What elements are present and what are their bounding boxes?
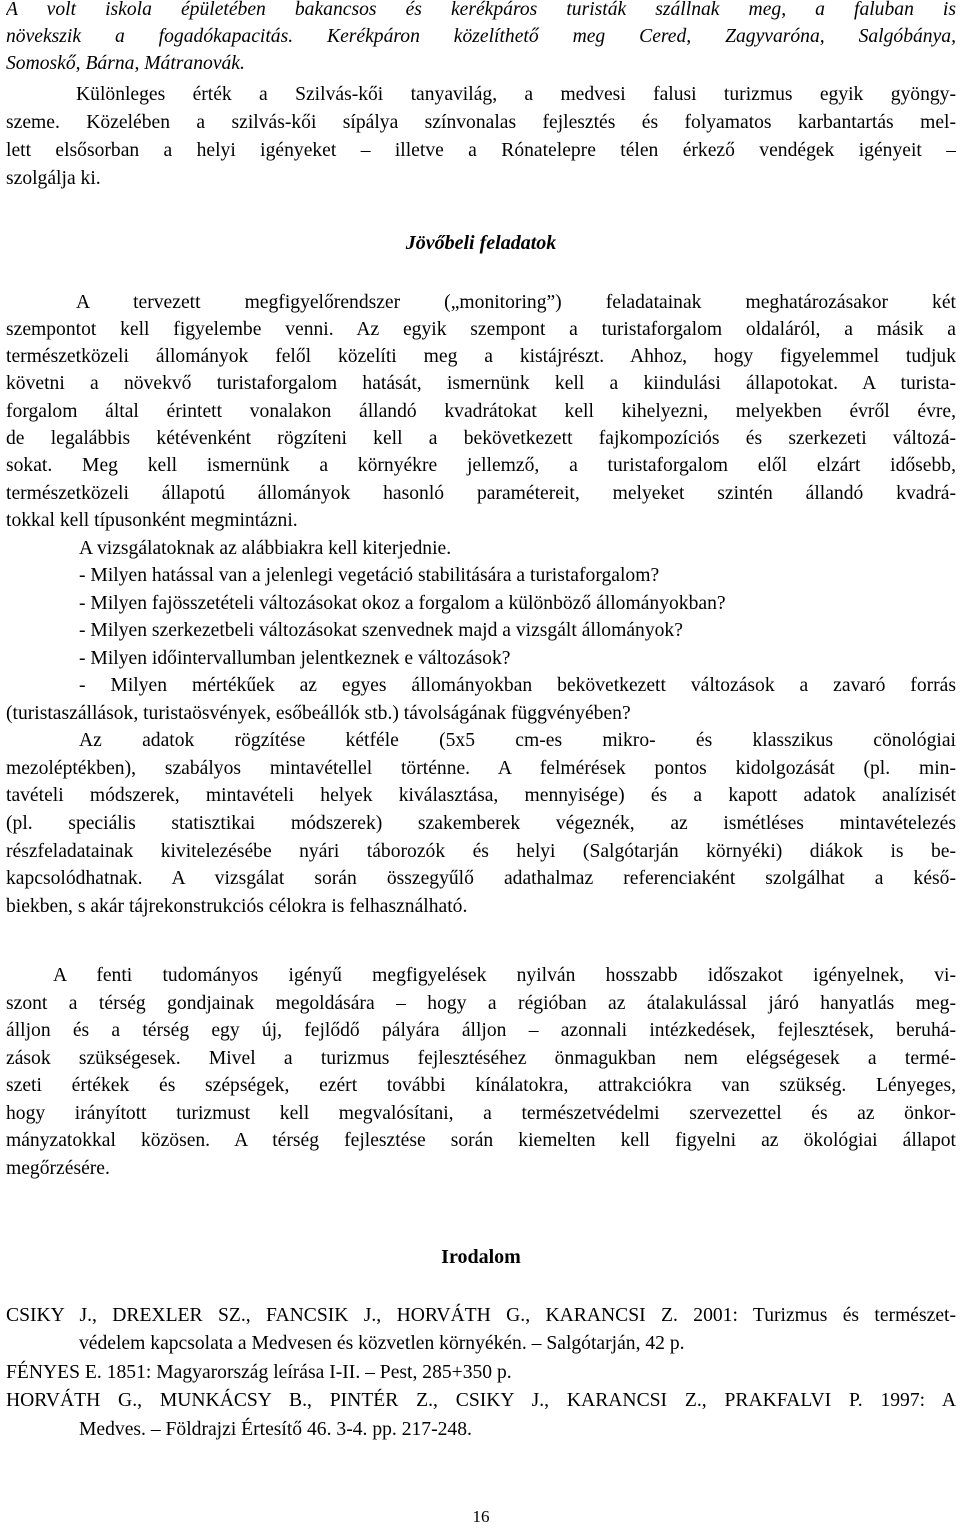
paragraph-line: (pl. speciális statisztikai módszerek) szakemberek végeznék, az ismétléses mintavételezés xyxy=(6,813,956,834)
question-item: - Milyen mértékűek az egyes állományokban bekövetkezett változások a zavaró forrás xyxy=(79,675,956,696)
paragraph-line: kapcsolódhatnak. A vizsgálat során összegyűlő adathalmaz referenciaként szolgálhat a késő- xyxy=(6,868,956,889)
paragraph-line: de legalábbis kétévenként rögzíteni kell a bekövetkezett fajkompozíciós és szerkezeti változá- xyxy=(6,428,956,449)
reference-entry: FÉNYES E. 1851: Magyarország leírása I-II. – Pest, 285+350 p. xyxy=(6,1362,512,1383)
paragraph-line: természetközeli állományok felől közelíti meg a kistájrészt. Ahhoz, hogy figyelemmel tudjuk xyxy=(6,346,956,367)
paragraph-line: sokat. Meg kell ismernünk a környékre jellemző, a turistaforgalom elől elzárt idősebb, xyxy=(6,455,956,476)
paragraph-line: mezoléptékben), szabályos mintavétellel történne. A felmérések pontos kidolgozását (pl. min- xyxy=(6,758,956,779)
paragraph-line: A fenti tudományos igényű megfigyelések nyilván hosszabb időszakot igényelnek, vi- xyxy=(53,965,956,986)
reference-entry-continuation: védelem kapcsolata a Medvesen és közvetlen környékén. – Salgótarján, 42 p. xyxy=(79,1333,685,1354)
paragraph-line: mányzatokkal közösen. A térség fejlesztése során kiemelten kell figyelni az ökológiai állapot xyxy=(6,1130,956,1151)
paragraph-line: forgalom által érintett vonalakon állandó kvadrátokat kell kihelyezni, melyekben évről évre, xyxy=(6,401,956,422)
paragraph-line: részfeladatainak kivitelezésébe nyári táborozók és helyi (Salgótarján környéki) diákok is be- xyxy=(6,841,956,862)
paragraph-line: szempontot kell figyelembe venni. Az egyik szempont a turistaforgalom oldaláról, a másik a xyxy=(6,319,956,340)
reference-entry: CSIKY J., DREXLER SZ., FANCSIK J., HORVÁTH G., KARANCSI Z. 2001: Turizmus és természet- xyxy=(6,1305,956,1326)
reference-entry-continuation: Medves. – Földrajzi Értesítő 46. 3-4. pp. 217-248. xyxy=(79,1419,472,1440)
paragraph-line: természetközeli állapotú állományok hasonló paramétereit, melyeket szintén állandó kvadrá- xyxy=(6,483,956,504)
intro-line: szolgálja ki. xyxy=(6,168,101,189)
intro-line: szeme. Közelében a szilvás-kői sípálya színvonalas fejlesztés és folyamatos karbantartás mel- xyxy=(6,112,956,133)
intro-line: Különleges érték a Szilvás-kői tanyavilág, a medvesi falusi turizmus egyik gyöngy- xyxy=(76,84,956,105)
paragraph-line: álljon és a térség egy új, fejlődő pályára álljon – azonnali intézkedések, fejlesztések, beruhá- xyxy=(6,1020,956,1041)
question-continuation: (turistaszállások, turistaösvények, esőbeállók stb.) távolságának függvényében? xyxy=(6,703,631,724)
intro-line: növekszik a fogadókapacitás. Kerékpáron közelíthető meg Cered, Zagyvaróna, Salgóbánya, xyxy=(6,26,956,47)
intro-line: A volt iskola épületében bakancsos és kerékpáros turisták szállnak meg, a faluban is xyxy=(6,0,956,20)
page-number: 16 xyxy=(472,1507,490,1526)
references-heading: Irodalom xyxy=(441,1246,521,1268)
question-item: - Milyen szerkezetbeli változásokat szenvednek majd a vizsgált állományok? xyxy=(79,620,683,641)
list-intro: A vizsgálatoknak az alábbiakra kell kiterjednie. xyxy=(79,538,452,559)
paragraph-line: zások szükségesek. Mivel a turizmus fejlesztéséhez önmagukban nem elégségesek a termé- xyxy=(6,1048,956,1069)
paragraph-line: hogy irányított turizmust kell megvalósítani, a természetvédelmi szervezettel és az önkor- xyxy=(6,1103,956,1124)
paragraph-line: tokkal kell típusonként megmintázni. xyxy=(6,510,298,531)
paragraph-line: A tervezett megfigyelőrendszer („monitoring”) feladatainak meghatározásakor két xyxy=(76,292,956,313)
paragraph-line: biekben, s akár tájrekonstrukciós célokra is felhasználható. xyxy=(6,896,468,917)
paragraph-line: tavételi módszerek, mintavételi helyek kiválasztása, mennyisége) és a kapott adatok analízisét xyxy=(6,785,956,806)
intro-line: lett elsősorban a helyi igényeket – illetve a Rónatelepre télen érkező vendégek igényeit – xyxy=(6,140,956,161)
question-item: - Milyen hatással van a jelenlegi vegetáció stabilitására a turistaforgalom? xyxy=(79,565,660,586)
reference-entry: HORVÁTH G., MUNKÁCSY B., PINTÉR Z., CSIKY J., KARANCSI Z., PRAKFALVI P. 1997: A xyxy=(6,1390,956,1411)
paragraph-line: megőrzésére. xyxy=(6,1158,110,1179)
question-item: - Milyen időintervallumban jelentkeznek e változások? xyxy=(79,648,511,669)
question-item: - Milyen fajösszetételi változásokat okoz a forgalom a különböző állományokban? xyxy=(79,593,726,614)
paragraph-line: szeti értékek és szépségek, ezért további kínálatokra, attrakciókra van szükség. Lényeges, xyxy=(6,1075,956,1096)
paragraph-line: szont a térség gondjainak megoldására – hogy a régióban az átalakulással járó hanyatlás meg- xyxy=(6,993,956,1014)
intro-line: Somoskő, Bárna, Mátranovák. xyxy=(6,53,245,74)
section-heading: Jövőbeli feladatok xyxy=(405,232,557,254)
paragraph-line: követni a növekvő turistaforgalom hatását, ismernünk kell a kiindulási állapotokat. A turista- xyxy=(6,373,956,394)
paragraph-line: Az adatok rögzítése kétféle (5x5 cm-es mikro- és klasszikus cönológiai xyxy=(79,730,956,751)
